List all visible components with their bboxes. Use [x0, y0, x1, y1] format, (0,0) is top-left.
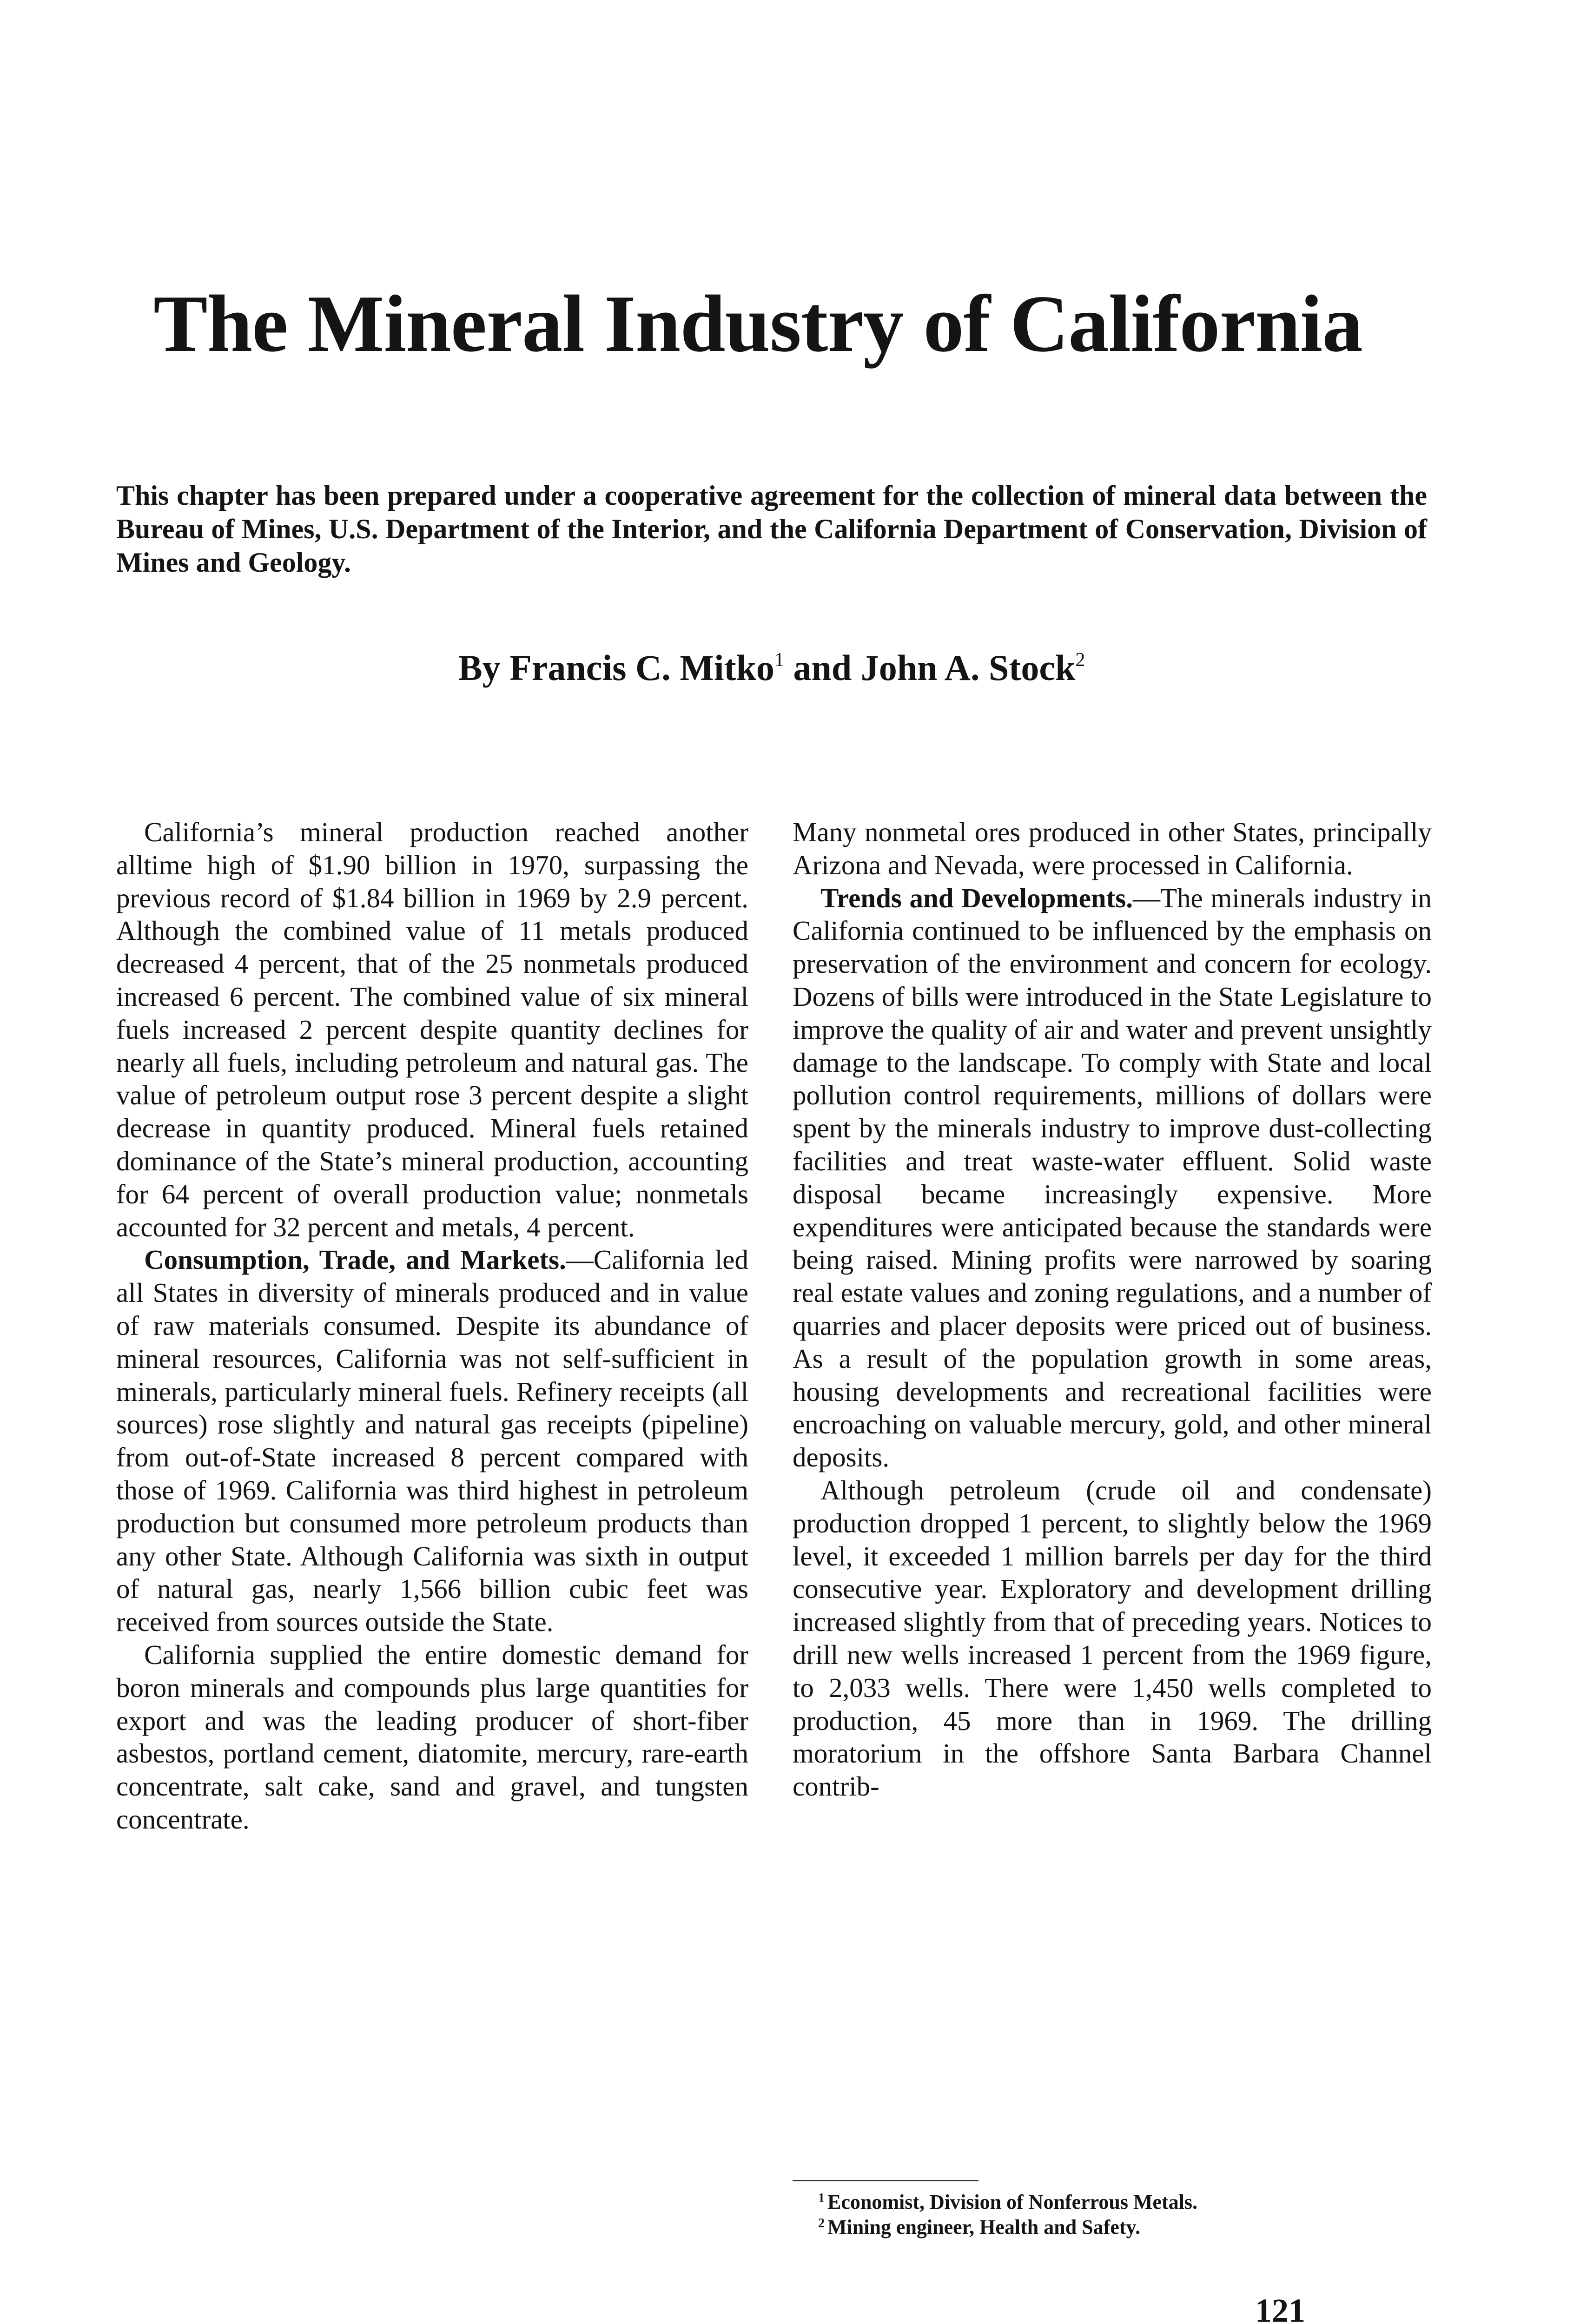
paragraph-nonmetal-ores: Many nonmetal ores produced in other States, principally Arizona and Nevada, were processed in California. [793, 817, 1432, 880]
paragraph-trends-text: —The minerals industry in California continued to be influenced by the emphasis on preservation of the environment and concern for ecology. Dozens of bills were introduced in the State Legislature to improve the quality of air and water and prevent unsightly damage to the landscape. To comply with State and local pollution control requirements, millions of dollars were spent by the minerals industry to improve dust-collecting facilities and treat waste-water effluent. Solid waste disposal became increasingly expensive. More expenditures were anticipated because the standards were being raised. Mining profits were narrowed by soaring real estate values and zoning regulations, and a number of quarries and placer deposits were priced out of business. As a result of the population growth in some areas, housing developments and recreational facilities were encroaching on valuable mercury, gold, and other mineral deposits. [793, 882, 1432, 1473]
footnote-divider [793, 2180, 978, 2181]
byline [116, 646, 1427, 690]
footnote-ref-1: 1 [774, 649, 784, 671]
paragraph-consumption-trade-markets [116, 1243, 748, 1638]
section-heading-consumption: Consumption, Trade, and Markets. [144, 1244, 566, 1275]
footnote-1 [818, 2190, 1432, 2215]
page-number: 121 [1255, 2292, 1305, 2324]
byline-author-2: and John A. Stock [793, 647, 1076, 688]
footnote-ref-2: 2 [1075, 649, 1085, 671]
footnote-text-1: Economist, Division of Nonferrous Metals. [827, 2191, 1198, 2213]
footnotes [793, 2180, 1432, 2239]
cooperative-agreement-note: This chapter has been prepared under a cooperative agreement for the collection of mineral data between the Bureau of Mines, U.S. Department of the Interior, and the California Department of Conservation, Division of Mines and Geology. [116, 480, 1427, 578]
paragraph-production-summary: California’s mineral production reached another alltime high of $1.90 billion in 1970, surpassing the previous record of $1.84 billion in 1969 by 2.9 percent. Although the combined value of 11 metals produced decreased 4 percent, that of the 25 nonmetals produced increased 6 percent. The combined value of six mineral fuels increased 2 percent despite quantity declines for nearly all fuels, including petroleum and natural gas. The value of petroleum output rose 3 percent despite a slight decrease in quantity produced. Mineral fuels retained dominance of the State’s mineral production, accounting for 64 percent of overall production value; nonmetals accounted for 32 percent and metals, 4 percent. [116, 817, 748, 1242]
paragraph-petroleum-production: Although petroleum (crude oil and condensate) production dropped 1 percent, to slightly below the 1969 level, it exceeded 1 million barrels per day for the third consecutive year. Exploratory and development drilling increased slightly from that of preceding years. Notices to drill new wells increased 1 percent from the 1969 figure, to 2,033 wells. There were 1,450 wells completed to production, 45 more than in 1969. The drilling moratorium in the offshore Santa Barbara Channel contrib- [793, 1474, 1432, 1802]
footnote-mark-1: 1 [818, 2191, 825, 2205]
chapter-title: The Mineral Industry of California [153, 278, 1362, 369]
footnote-mark-2: 2 [818, 2216, 825, 2231]
section-heading-trends: Trends and Developments. [820, 882, 1133, 913]
left-column [116, 816, 748, 1836]
right-column [793, 816, 1432, 1803]
paragraph-trends-developments [793, 882, 1432, 1474]
paragraph-consumption-text: —California led all States in diversity of minerals produced and in value of raw materials consumed. Despite its abundance of mineral resources, California was not self-sufficient in minerals, particularly mineral fuels. Refinery receipts (all sources) rose slightly and natural gas receipts (pipeline) from out-of-State increased 8 percent compared with those of 1969. California was third highest in petroleum production but consumed more petroleum products than any other State. Although California was sixth in output of natural gas, nearly 1,566 billion cubic feet was received from sources outside the State. [116, 1244, 748, 1637]
footnote-text-2: Mining engineer, Health and Safety. [827, 2215, 1141, 2238]
footnote-2 [818, 2215, 1432, 2240]
byline-author-1: By Francis C. Mitko [458, 647, 774, 688]
paragraph-boron-supply: California supplied the entire domestic demand for boron minerals and compounds plus large quantities for export and was the leading producer of short-fiber asbestos, portland cement, diatomite, mercury, rare-earth concentrate, salt cake, sand and gravel, and tungsten concentrate. [116, 1639, 748, 1835]
